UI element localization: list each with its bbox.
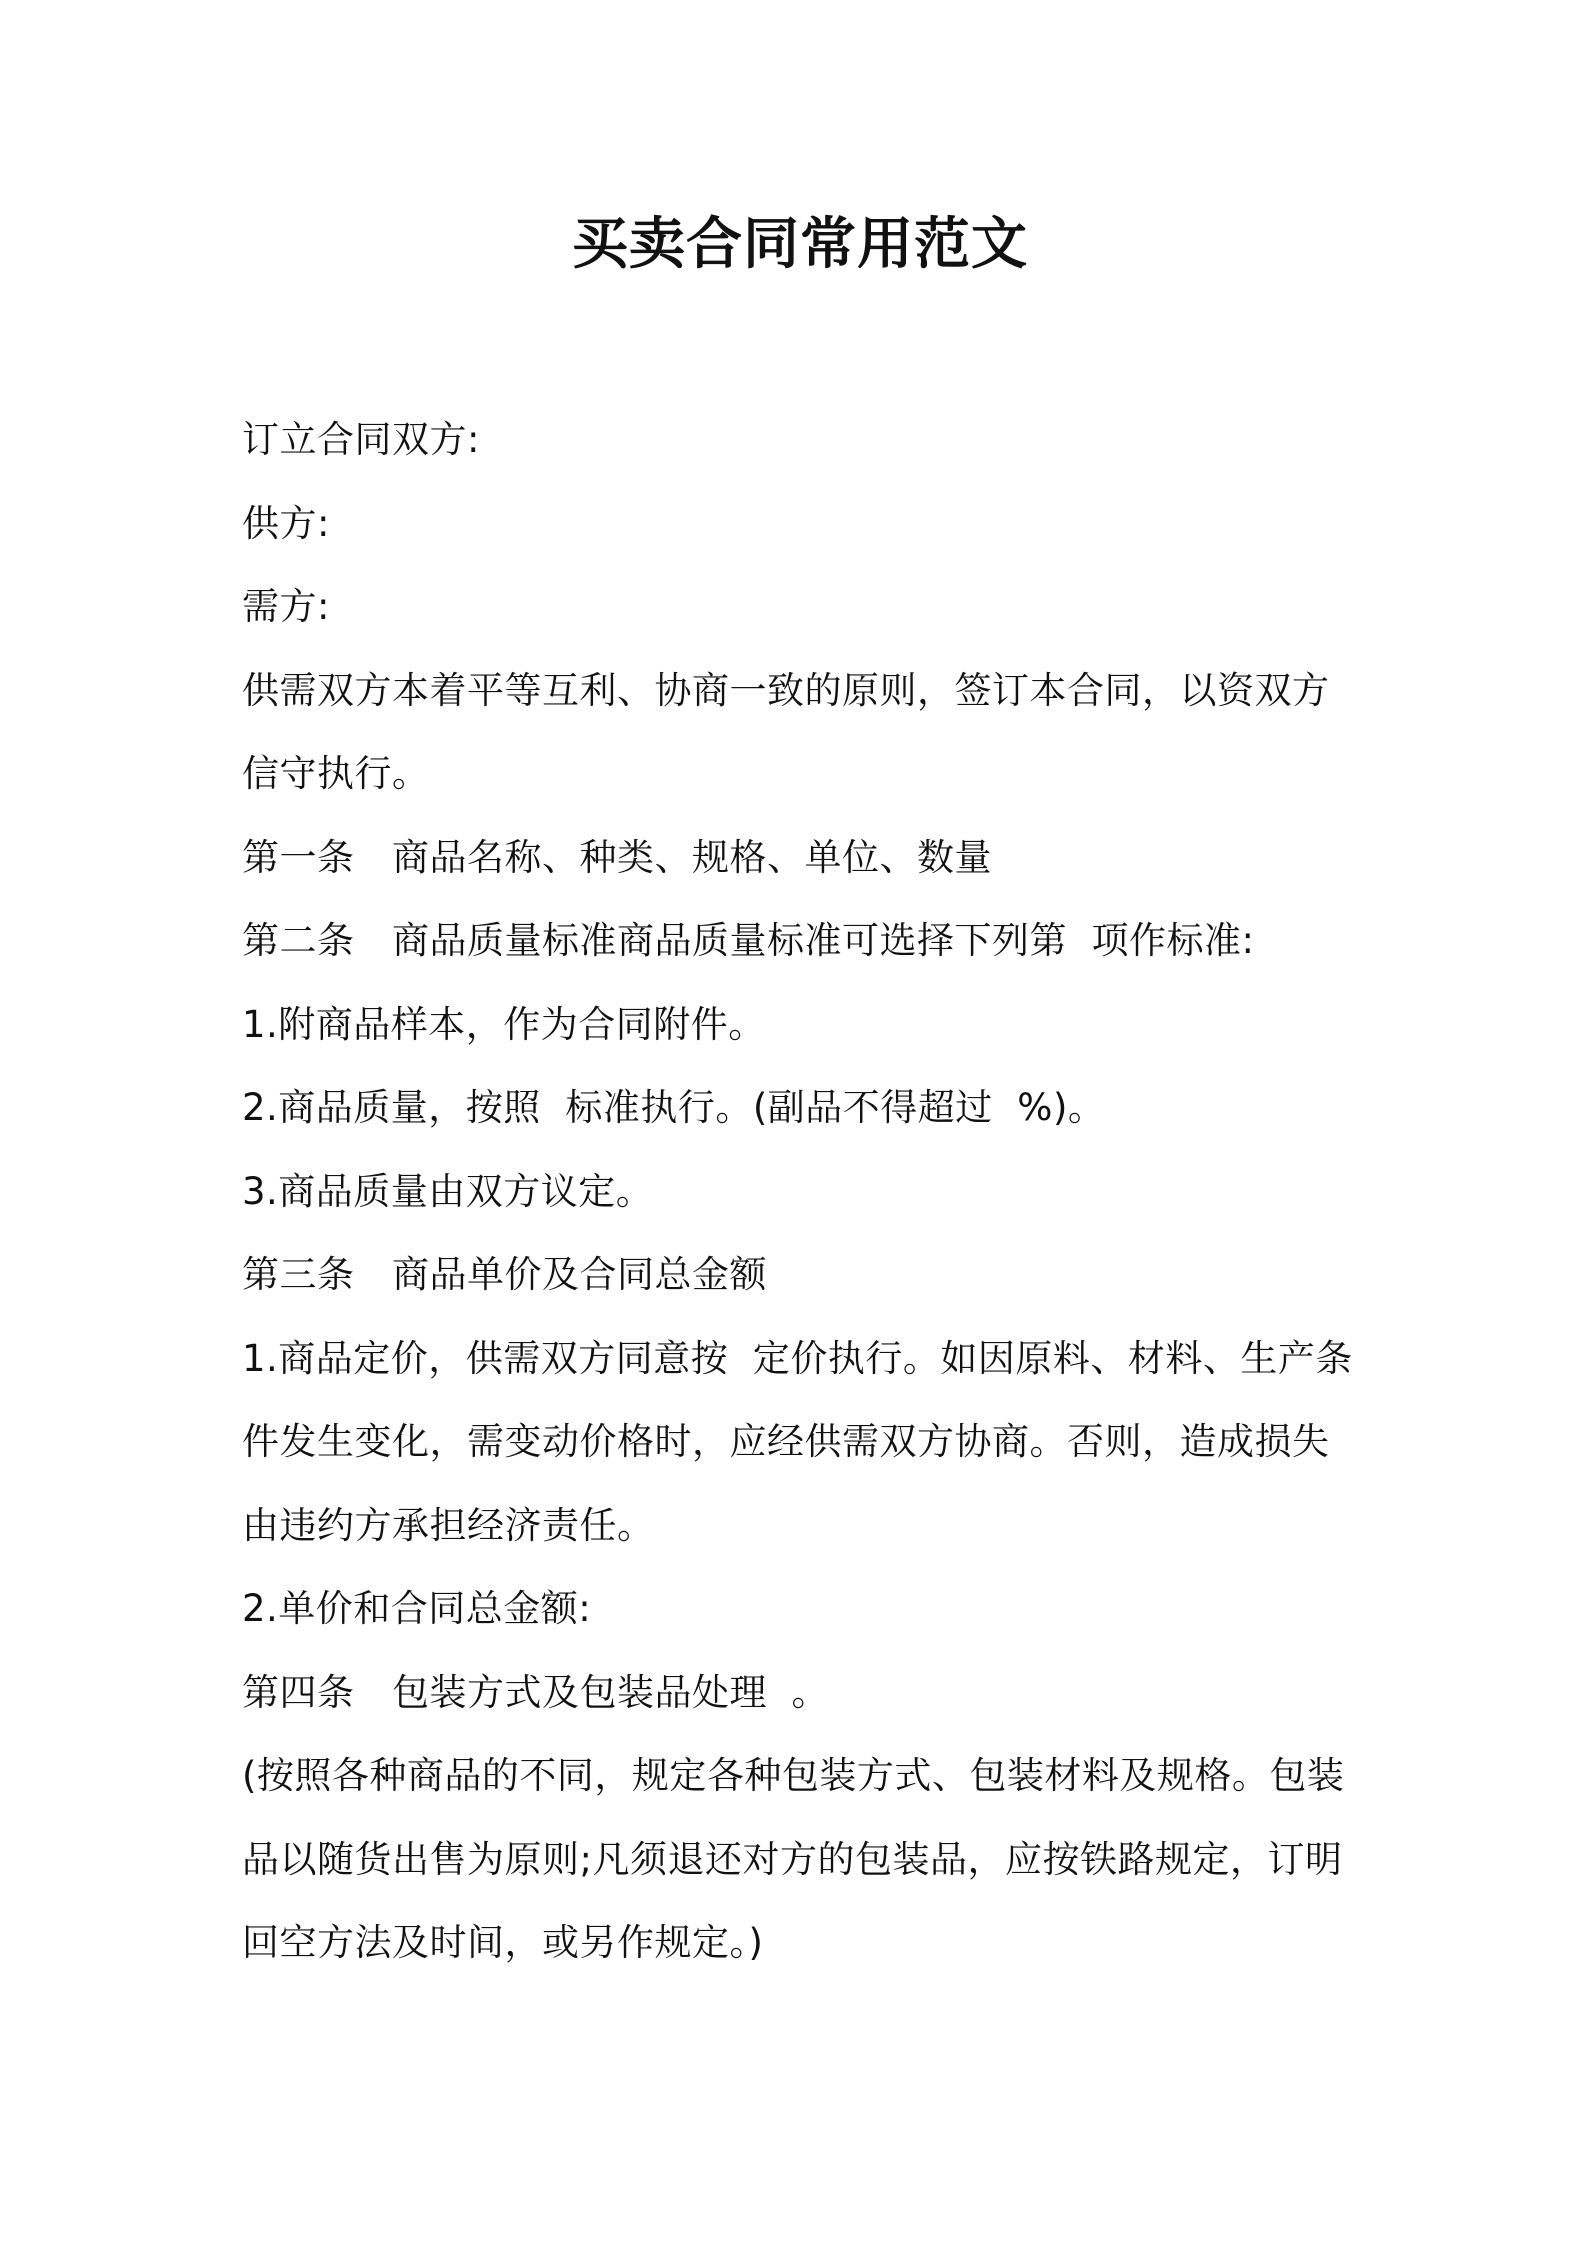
clause-2-item-2: 2.商品质量，按照 标准执行。(副品不得超过 %)。 <box>242 1086 1106 1129</box>
document-body <box>242 398 1362 1985</box>
clause-4-text: 包装方式及包装品处理 。 <box>392 1670 830 1714</box>
clause-4-label: 第四条 <box>242 1670 355 1714</box>
clause-1 <box>242 816 1362 900</box>
clause-2-item-3: 3.商品质量由双方议定。 <box>242 1169 654 1213</box>
parties-heading: 订立合同双方: <box>242 418 480 461</box>
clause-3-item-1: 1.商品定价，供需双方同意按 定价执行。如因原料、材料、生产条件发生变化，需变动价格时，应经供需双方协商。否则，造成损失由违约方承担经济责任。 <box>242 1336 1353 1547</box>
document-title: 买卖合同常用范文 <box>572 212 1028 277</box>
clause-2-label: 第二条 <box>242 919 355 962</box>
clause-4 <box>242 1651 1362 1735</box>
clause-3-label: 第三条 <box>242 1253 355 1296</box>
clause-1-label: 第一条 <box>242 835 355 879</box>
buyer-line: 需方: <box>242 585 330 628</box>
clause-3-item-2: 2.单价和合同总金额: <box>242 1587 592 1630</box>
clause-1-text: 商品名称、种类、规格、单位、数量 <box>392 835 992 879</box>
clause-2-item-1: 1.附商品样本，作为合同附件。 <box>242 1002 766 1046</box>
clause-3 <box>242 1233 1362 1317</box>
clause-4-note: (按照各种商品的不同，规定各种包装方式、包装材料及规格。包装品以随货出售为原则;凡须退还对方的包装品，应按铁路规定，订明回空方法及时间，或另作规定。) <box>242 1754 1345 1964</box>
clause-2 <box>242 899 1362 983</box>
clause-2-text: 商品质量标准商品质量标准可选择下列第 项作标准: <box>392 919 1255 962</box>
preamble-paragraph: 供需双方本着平等互利、协商一致的原则，签订本合同，以资双方信守执行。 <box>242 668 1330 795</box>
supplier-line: 供方: <box>242 501 330 545</box>
clause-3-text: 商品单价及合同总金额 <box>392 1253 767 1296</box>
